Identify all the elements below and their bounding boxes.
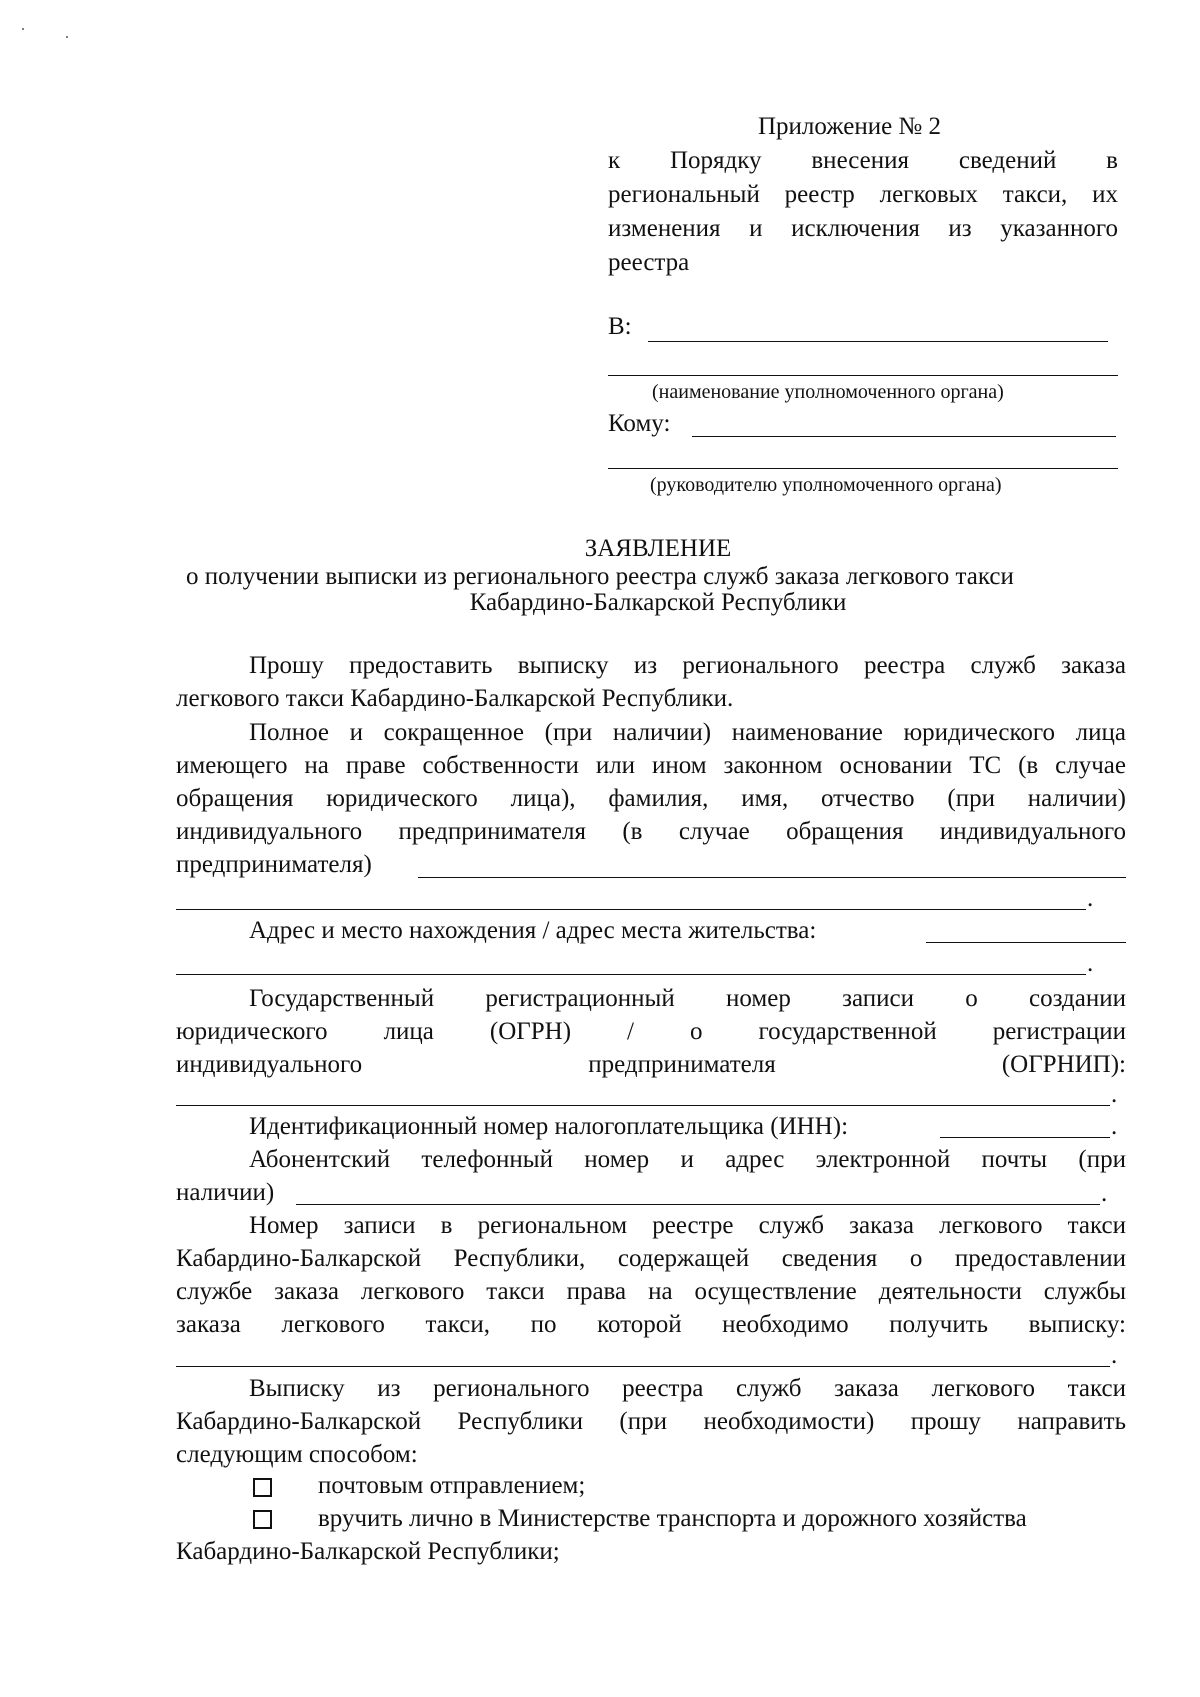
address-field[interactable] xyxy=(926,942,1126,943)
period: . xyxy=(1101,1180,1108,1207)
mail-delivery-checkbox[interactable] xyxy=(253,1478,272,1497)
inn-field[interactable] xyxy=(940,1137,1110,1138)
period: . xyxy=(1087,950,1094,977)
record-number-field[interactable] xyxy=(176,1366,1110,1367)
inn-label: Идентификационный номер налогоплательщика (ИНН): xyxy=(249,1113,849,1140)
to-field-line-2[interactable] xyxy=(608,375,1118,376)
mail-delivery-label: почтовым отправлением; xyxy=(318,1472,586,1499)
applicant-name-text: предпринимателя) xyxy=(176,851,372,878)
record-label: Номер записи в региональном реестре служб заказа легкового такси xyxy=(249,1212,1126,1239)
record-label: Кабардино-Балкарской Республики, содержащей сведения о предоставлении xyxy=(176,1245,1126,1272)
record-label: заказа легкового такси, по которой необходимо получить выписку: xyxy=(176,1311,1126,1338)
to-field-line[interactable] xyxy=(648,341,1108,342)
address-label: Адрес и место нахождения / адрес места жительства: xyxy=(249,917,817,944)
ogrn-label: Государственный регистрационный номер записи о создании xyxy=(249,985,1126,1012)
in-person-label: вручить лично в Министерстве транспорта и дорожного хозяйства xyxy=(318,1505,1027,1532)
applicant-name-text: индивидуального предпринимателя (в случае обращения индивидуального xyxy=(176,818,1126,845)
to-label: В: xyxy=(608,313,632,340)
scan-speck xyxy=(22,28,24,30)
in-person-checkbox[interactable] xyxy=(253,1510,272,1529)
to-caption: (наименование уполномоченного органа) xyxy=(652,381,1004,403)
whom-field-line[interactable] xyxy=(692,436,1116,437)
applicant-name-text: Полное и сокращенное (при наличии) наименование юридического лица xyxy=(249,719,1126,746)
appendix-title: Приложение № 2 xyxy=(758,113,942,140)
document-subtitle: о получении выписки из регионального реестра служб заказа легкового такси xyxy=(186,563,1014,590)
ogrn-field[interactable] xyxy=(176,1105,1110,1106)
applicant-name-text: обращения юридического лица), фамилия, имя, отчество (при наличии) xyxy=(176,785,1126,812)
phone-label: наличии) xyxy=(176,1179,275,1206)
appendix-line: изменения и исключения из указанного xyxy=(608,215,1118,242)
appendix-line: региональный реестр легковых такси, их xyxy=(608,181,1118,208)
address-field-2[interactable] xyxy=(176,974,1086,975)
whom-field-line-2[interactable] xyxy=(608,468,1118,469)
period: . xyxy=(1111,1113,1118,1140)
appendix-line: к Порядку внесения сведений в xyxy=(608,147,1118,174)
period: . xyxy=(1111,1081,1118,1108)
delivery-text: следующим способом: xyxy=(176,1441,418,1468)
request-text: легкового такси Кабардино-Балкарской Республики. xyxy=(176,685,734,712)
record-label: службе заказа легкового такси права на осуществление деятельности службы xyxy=(176,1278,1126,1305)
ogrn-label: юридического лица (ОГРН) / о государственной регистрации xyxy=(176,1018,1126,1045)
phone-email-field[interactable] xyxy=(296,1204,1100,1205)
document-subtitle: Кабардино-Балкарской Республики xyxy=(469,589,847,616)
scan-speck xyxy=(66,36,68,38)
document-title: ЗАЯВЛЕНИЕ xyxy=(584,535,732,562)
request-text: Прошу предоставить выписку из регионального реестра служб заказа xyxy=(249,652,1126,679)
applicant-name-text: имеющего на праве собственности или ином законном основании ТС (в случае xyxy=(176,752,1126,779)
ogrn-label: индивидуального предпринимателя (ОГРНИП): xyxy=(176,1051,1126,1078)
phone-label: Абонентский телефонный номер и адрес электронной почты (при xyxy=(249,1146,1126,1173)
delivery-text: Кабардино-Балкарской Республики (при необходимости) прошу направить xyxy=(176,1408,1126,1435)
in-person-label: Кабардино-Балкарской Республики; xyxy=(176,1538,560,1565)
appendix-line: реестра xyxy=(608,249,690,276)
applicant-name-field[interactable] xyxy=(418,877,1126,878)
whom-label: Кому: xyxy=(608,410,671,437)
period: . xyxy=(1087,885,1094,912)
whom-caption: (руководителю уполномоченного органа) xyxy=(650,474,1002,496)
period: . xyxy=(1111,1342,1118,1369)
applicant-name-field-2[interactable] xyxy=(176,909,1086,910)
delivery-text: Выписку из регионального реестра служб заказа легкового такси xyxy=(249,1375,1126,1402)
